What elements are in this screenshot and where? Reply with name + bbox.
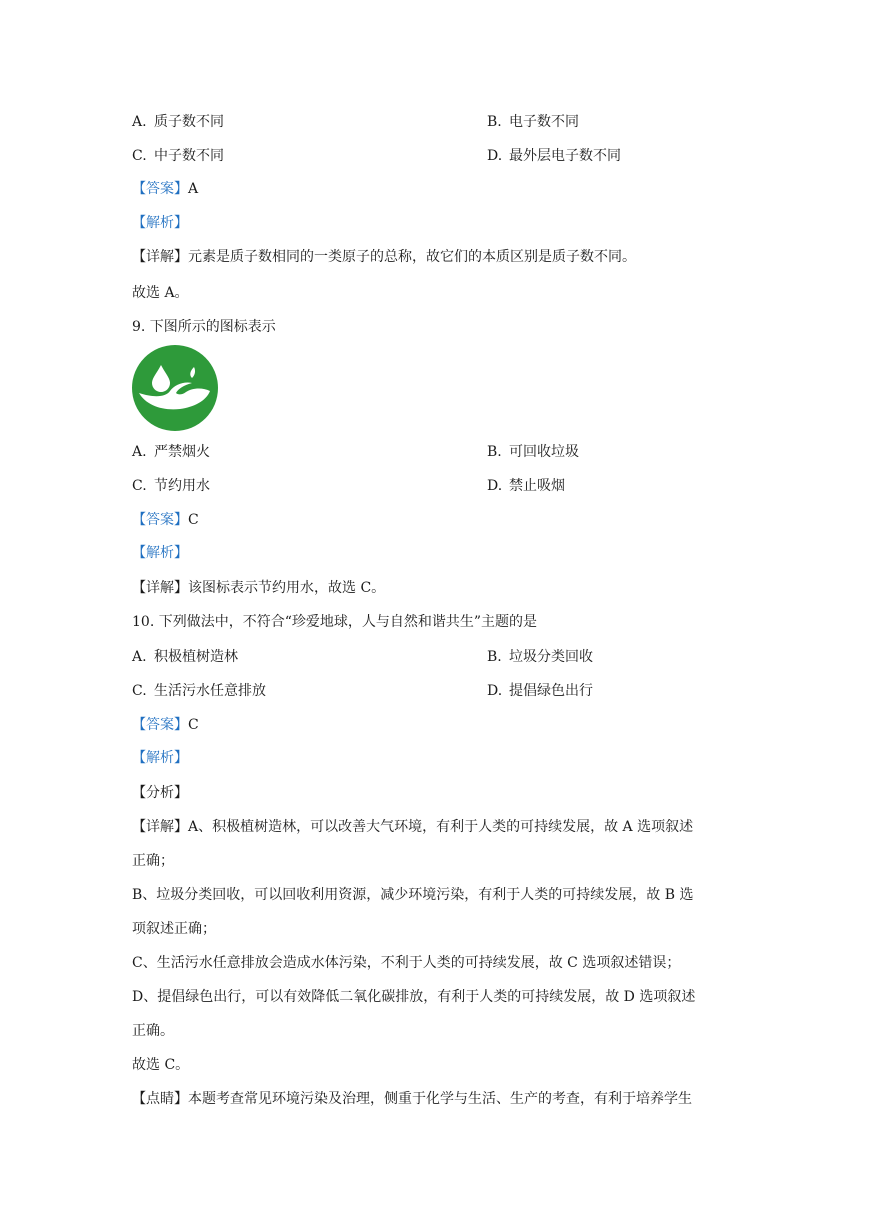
option-letter: D. bbox=[487, 683, 503, 699]
q8-option-a bbox=[132, 112, 224, 132]
option-text: 节约用水 bbox=[154, 478, 210, 494]
option-text: 可回收垃圾 bbox=[509, 444, 579, 460]
option-letter: A. bbox=[132, 114, 147, 130]
option-letter: B. bbox=[487, 649, 502, 665]
q10-answer bbox=[132, 715, 199, 735]
option-text: 电子数不同 bbox=[509, 114, 579, 130]
option-letter: B. bbox=[487, 444, 502, 460]
answer-value: C bbox=[188, 512, 199, 528]
q8-detail bbox=[132, 247, 636, 267]
q8-option-c bbox=[132, 146, 224, 166]
detail-text: 元素是质子数相同的一类原子的总称，故它们的本质区别是质子数不同。 bbox=[188, 249, 636, 265]
q9-option-a bbox=[132, 442, 210, 462]
q10-option-c bbox=[132, 681, 266, 701]
option-text: 积极植树造林 bbox=[154, 649, 238, 665]
q8-conclusion: 故选 A。 bbox=[132, 285, 189, 301]
option-letter: D. bbox=[487, 148, 503, 164]
option-text: 提倡绿色出行 bbox=[509, 683, 593, 699]
dianjing-tag: 【点睛】 bbox=[132, 1091, 188, 1107]
answer-tag: 【答案】 bbox=[132, 181, 188, 197]
q10-stem: 10. 下列做法中，不符合“珍爱地球，人与自然和谐共生”主题的是 bbox=[132, 614, 538, 630]
option-letter: D. bbox=[487, 478, 503, 494]
option-letter: A. bbox=[132, 444, 147, 460]
q9-option-c bbox=[132, 476, 210, 496]
dianjing-text: 本题考查常见环境污染及治理，侧重于化学与生活、生产的考查，有利于培养学生 bbox=[188, 1091, 692, 1107]
q9-detail bbox=[132, 578, 385, 598]
detail-tag: 【详解】 bbox=[132, 249, 188, 265]
q10-detail-a1 bbox=[132, 817, 693, 837]
option-text: 禁止吸烟 bbox=[509, 478, 565, 494]
q10-option-d bbox=[487, 681, 593, 701]
option-letter: C. bbox=[132, 683, 147, 699]
q10-option-a bbox=[132, 647, 238, 667]
q10-detail-d1: D、提倡绿色出行，可以有效降低二氧化碳排放，有利于人类的可持续发展，故 D 选项叙述 bbox=[132, 989, 696, 1005]
option-letter: C. bbox=[132, 478, 147, 494]
water-saving-icon bbox=[132, 345, 218, 431]
q9-stem: 9. 下图所示的图标表示 bbox=[132, 319, 276, 335]
q9-answer bbox=[132, 510, 199, 530]
option-text: 垃圾分类回收 bbox=[509, 649, 593, 665]
answer-value: A bbox=[188, 181, 199, 197]
option-text: 生活污水任意排放 bbox=[154, 683, 266, 699]
q10-dianjing bbox=[132, 1089, 692, 1109]
option-letter: B. bbox=[487, 114, 502, 130]
q9-option-b bbox=[487, 442, 579, 462]
q10-option-b bbox=[487, 647, 593, 667]
option-text: 中子数不同 bbox=[154, 148, 224, 164]
q8-option-d bbox=[487, 146, 621, 166]
q10-detail-a2: 正确； bbox=[132, 853, 174, 869]
detail-tag: 【详解】 bbox=[132, 819, 188, 835]
q10-detail-b1: B、垃圾分类回收，可以回收利用资源，减少环境污染，有利于人类的可持续发展，故 B 选 bbox=[132, 887, 694, 903]
detail-text: A、积极植树造林，可以改善大气环境，有利于人类的可持续发展，故 A 选项叙述 bbox=[188, 819, 694, 835]
option-text: 最外层电子数不同 bbox=[509, 148, 621, 164]
answer-value: C bbox=[188, 717, 199, 733]
q10-detail-d2: 正确。 bbox=[132, 1023, 174, 1039]
q10-detail-b2: 项叙述正确； bbox=[132, 921, 216, 937]
option-text: 严禁烟火 bbox=[154, 444, 210, 460]
answer-tag: 【答案】 bbox=[132, 512, 188, 528]
q8-answer bbox=[132, 179, 198, 199]
option-letter: C. bbox=[132, 148, 147, 164]
q10-conclusion: 故选 C。 bbox=[132, 1057, 190, 1073]
option-text: 质子数不同 bbox=[154, 114, 224, 130]
detail-tag: 【详解】 bbox=[132, 580, 188, 596]
q10-analysis-tag: 【解析】 bbox=[132, 750, 188, 766]
q10-fenxi-tag: 【分析】 bbox=[132, 785, 188, 801]
detail-text: 该图标表示节约用水，故选 C。 bbox=[188, 580, 386, 596]
answer-tag: 【答案】 bbox=[132, 717, 188, 733]
q10-detail-c: C、生活污水任意排放会造成水体污染，不利于人类的可持续发展，故 C 选项叙述错误； bbox=[132, 955, 681, 971]
q9-analysis-tag: 【解析】 bbox=[132, 545, 188, 561]
q8-option-b bbox=[487, 112, 579, 132]
q8-analysis-tag: 【解析】 bbox=[132, 215, 188, 231]
q9-option-d bbox=[487, 476, 565, 496]
option-letter: A. bbox=[132, 649, 147, 665]
